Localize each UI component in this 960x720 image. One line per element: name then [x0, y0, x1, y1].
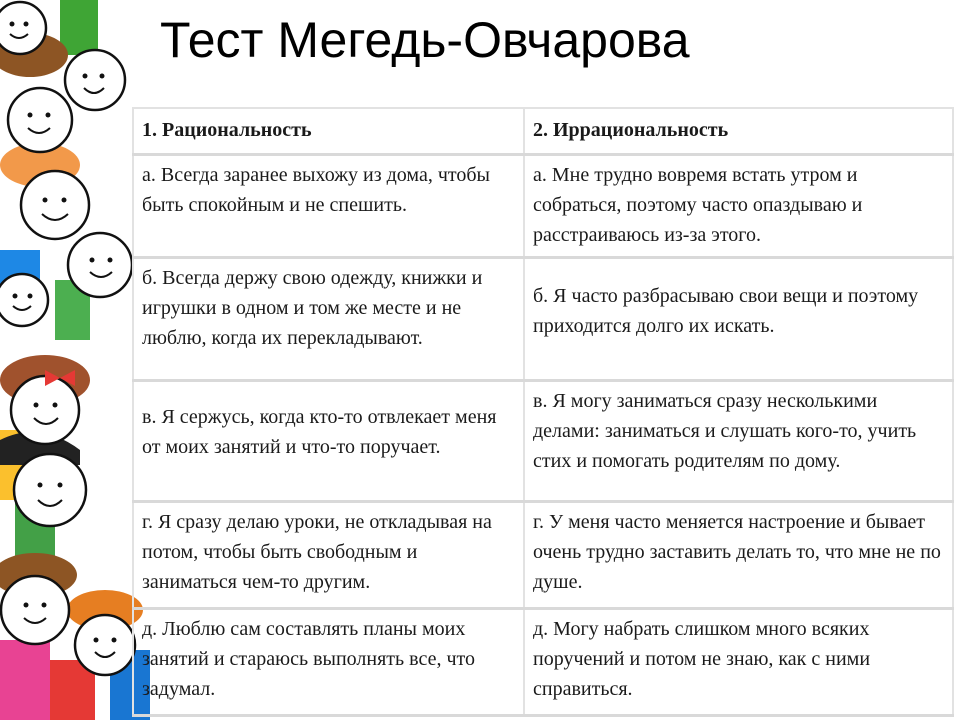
kid-face — [65, 50, 125, 110]
kid-face — [0, 274, 48, 326]
kid-face — [11, 376, 79, 444]
irrational-statement: г. У меня часто меняется настроение и бывает очень трудно заставить делать то, что мне не по душе. — [524, 502, 953, 609]
rational-statement: в. Я сержусь, когда кто-то отвлекает меня от моих занятий и что-то поручает. — [133, 381, 524, 502]
pink-shirt-patch — [0, 640, 50, 720]
irrational-statement: в. Я могу заниматься сразу несколькими делами: заниматься и слушать кого-то, учить стих и помогать родителям по дому. — [524, 381, 953, 502]
header-rationality: 1. Рациональность — [133, 108, 524, 155]
kid-face — [14, 454, 86, 526]
rational-statement: б. Всегда держу свою одежду, книжки и игрушки в одном и том же месте и не люблю, когда их перекладывают. — [133, 258, 524, 381]
irrational-statement: д. Могу набрать слишком много всяких поручений и потом не знаю, как с ними справиться. — [524, 609, 953, 716]
table-row — [133, 258, 953, 381]
table-row — [133, 155, 953, 258]
kid-face — [21, 171, 89, 239]
rational-statement: д. Люблю сам составлять планы моих занятий и стараюсь выполнять все, что задумал. — [133, 609, 524, 716]
irrational-statement: б. Я часто разбрасываю свои вещи и поэтому приходится долго их искать. — [524, 258, 953, 381]
kid-face — [0, 2, 46, 54]
page-title: Тест Мегедь-Овчарова — [160, 12, 690, 68]
kid-face — [1, 576, 69, 644]
kid-face — [8, 88, 72, 152]
table-row — [133, 502, 953, 609]
header-irrationality: 2. Иррациональность — [524, 108, 953, 155]
cartoon-kids-border — [0, 0, 150, 720]
rational-statement: г. Я сразу делаю уроки, не откладывая на потом, чтобы быть свободным и заниматься чем-то другим. — [133, 502, 524, 609]
table-row — [133, 381, 953, 502]
green-shirt-patch — [60, 0, 98, 55]
table-header-row — [133, 108, 953, 155]
questionnaire-table — [132, 107, 954, 717]
kid-face — [68, 233, 132, 297]
table-row — [133, 609, 953, 716]
rational-statement: а. Всегда заранее выхожу из дома, чтобы быть спокойным и не спешить. — [133, 155, 524, 258]
kid-face — [75, 615, 135, 675]
irrational-statement: а. Мне трудно вовремя встать утром и собраться, поэтому часто опаздываю и расстраиваюсь из-за этого. — [524, 155, 953, 258]
